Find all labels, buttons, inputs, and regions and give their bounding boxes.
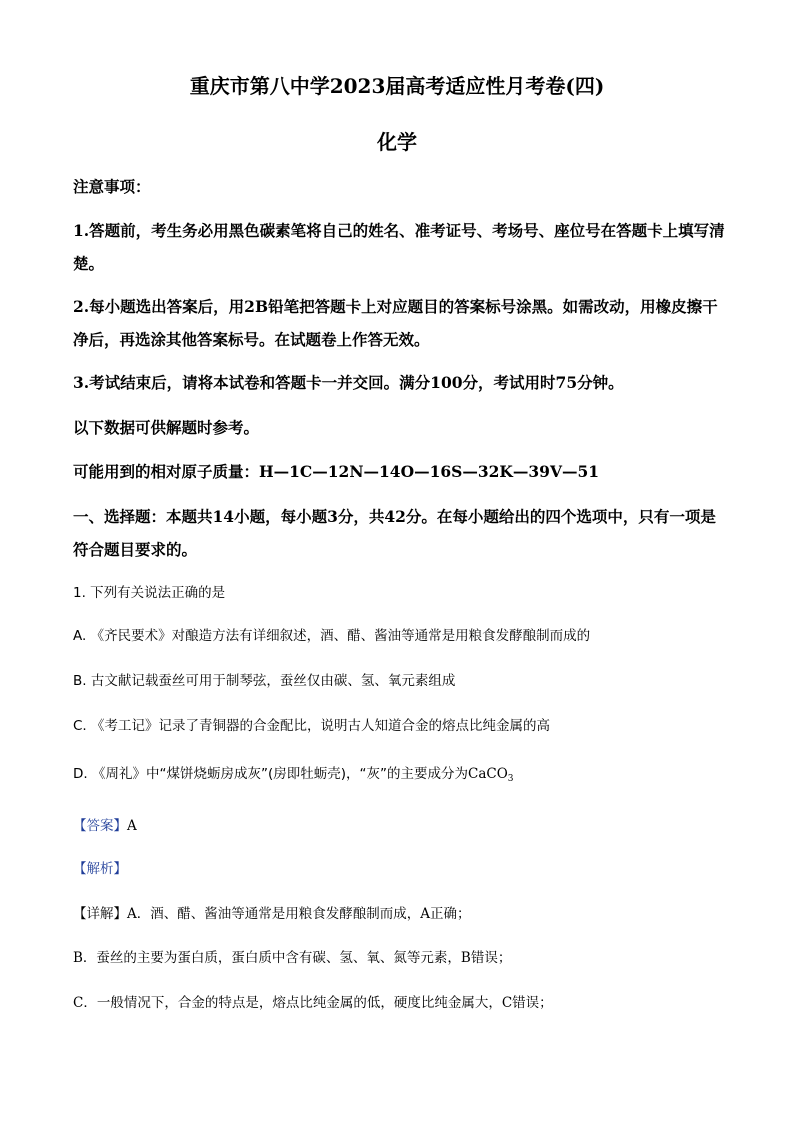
formula-caco3 — [468, 766, 514, 782]
reference-note: 以下数据可供解题时参考。 — [73, 418, 260, 437]
subject-title: 化学 — [377, 130, 417, 154]
notice-heading: 注意事项： — [73, 177, 151, 196]
option-b: B. 古文献记载蚕丝可用于制琴弦，蚕丝仅由碳、氢、氧元素组成 — [73, 673, 456, 689]
exam-title: 重庆市第八中学2023届高考适应性月考卷(四) — [189, 74, 605, 98]
detail-label: 【详解】 — [73, 906, 127, 922]
detail-line-c: C．一般情况下，合金的特点是，熔点比纯金属的低，硬度比纯金属大，C错误； — [73, 995, 553, 1011]
answer-value: A — [127, 818, 137, 834]
detail-line-a — [73, 904, 728, 924]
notice-item-2: 2.每小题选出答案后，用2B铅笔把答题卡上对应题目的答案标号涂黑。如需改动，用橡皮擦干净后，再选涂其他答案标号。在试题卷上作答无效。 — [73, 297, 718, 349]
option-c: C. 《考工记》记录了青铜器的合金配比，说明古人知道合金的熔点比纯金属的高 — [73, 718, 551, 734]
answer-line — [73, 816, 728, 836]
option-d-text: D. 《周礼》中“煤饼烧蛎房成灰”(房即牡蛎壳)，“灰”的主要成分为 — [73, 766, 468, 782]
analysis-label: 【解析】 — [73, 861, 127, 877]
notice-item-3: 3.考试结束后，请将本试卷和答题卡一并交回。满分100分，考试用时75分钟。 — [73, 373, 624, 392]
formula-subscript: 3 — [507, 774, 514, 784]
atomic-mass-line: 可能用到的相对原子质量：H—1C—12N—14O—16S—32K—39V—51 — [73, 462, 600, 481]
answer-label: 【答案】 — [73, 818, 127, 834]
detail-a: A．酒、醋、酱油等通常是用粮食发酵酿制而成，A正确； — [127, 906, 471, 922]
question-stem: 1. 下列有关说法正确的是 — [73, 585, 226, 601]
notice-item-1: 1.答题前，考生务必用黑色碳素笔将自己的姓名、准考证号、考场号、座位号在答题卡上填写清楚。 — [73, 221, 725, 273]
option-a: A. 《齐民要术》对酿造方法有详细叙述，酒、醋、酱油等通常是用粮食发酵酿制而成的 — [73, 628, 591, 644]
section-heading: 一、选择题：本题共14小题，每小题3分，共42分。在每小题给出的四个选项中，只有一项是符合题目要求的。 — [73, 507, 716, 559]
detail-line-b: B．蚕丝的主要为蛋白质，蛋白质中含有碳、氢、氧、氮等元素，B错误； — [73, 950, 512, 966]
option-d — [73, 764, 728, 789]
formula-main: CaCO — [468, 766, 508, 782]
